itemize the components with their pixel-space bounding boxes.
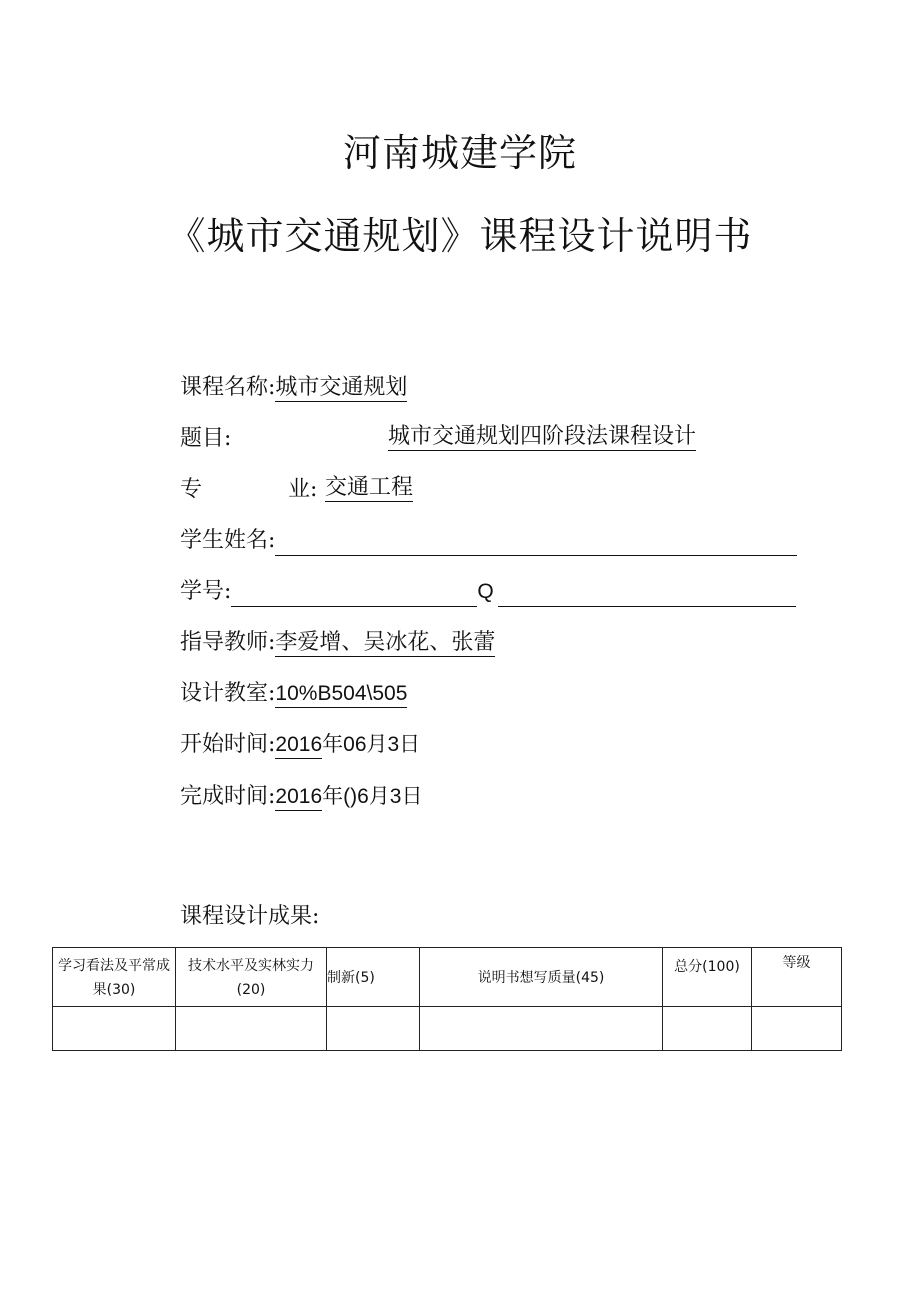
grading-table <box>52 947 842 1051</box>
grading-col-skill: 技术水平及实林实力(20) <box>176 948 327 1007</box>
student-id-blank <box>231 584 477 607</box>
major-label-start: 专 <box>180 477 203 502</box>
grading-col-innovation: 制新(5) <box>327 948 420 1007</box>
start-date-rest: 年06月3日 <box>322 733 421 756</box>
topic-row <box>180 424 697 454</box>
topic-label: 题目: <box>180 426 232 451</box>
grading-col-report-quality: 说明书想写质量(45) <box>420 948 663 1007</box>
room-label: 设计教室: <box>180 681 276 706</box>
grading-col-grade: 等级 <box>752 948 842 1007</box>
student-id-mid: Q <box>477 580 494 603</box>
end-year: 2016 <box>275 784 322 811</box>
class-blank <box>498 584 796 607</box>
results-heading: 课程设计成果: <box>180 904 320 929</box>
major-label-end: 业: <box>288 477 318 502</box>
student-id-label: 学号: <box>180 579 232 604</box>
score-cell-innovation[interactable] <box>327 1007 420 1051</box>
start-time-label: 开始时间: <box>180 732 276 757</box>
end-time-row <box>180 782 423 812</box>
score-cell-total[interactable] <box>663 1007 752 1051</box>
major-row <box>180 475 414 505</box>
score-cell-attitude[interactable] <box>53 1007 176 1051</box>
grading-col-total: 总分(100) <box>663 948 752 1007</box>
score-cell-skill[interactable] <box>176 1007 327 1051</box>
advisor-row <box>180 628 495 658</box>
start-year: 2016 <box>275 732 322 759</box>
document-title: 《城市交通规划》课程设计说明书 <box>167 214 753 258</box>
room-row <box>180 679 407 709</box>
end-time-label: 完成时间: <box>180 784 276 809</box>
major-value: 交通工程 <box>325 475 414 500</box>
start-time-row <box>180 730 420 760</box>
score-cell-report-quality[interactable] <box>420 1007 663 1051</box>
course-name-value: 城市交通规划 <box>275 375 408 400</box>
student-id-row <box>180 577 796 607</box>
room-value: 10%B504\505 <box>275 681 407 708</box>
grading-score-row <box>53 1007 842 1051</box>
student-name-row <box>180 526 797 556</box>
topic-value: 城市交通规划四阶段法课程设计 <box>388 424 697 449</box>
student-name-label: 学生姓名: <box>180 528 276 553</box>
school-name: 河南城建学院 <box>342 131 577 175</box>
grading-header-row <box>53 948 842 1007</box>
advisor-label: 指导教师: <box>180 630 276 655</box>
score-cell-grade[interactable] <box>752 1007 842 1051</box>
student-name-blank <box>275 533 797 556</box>
course-name-label: 课程名称: <box>180 375 276 400</box>
course-name-row <box>180 373 407 403</box>
advisor-value: 李爱增、吴冰花、张蕾 <box>275 630 496 655</box>
grading-col-attitude: 学习看法及平常成果(30) <box>53 948 176 1007</box>
end-date-rest: 年()6月3日 <box>322 785 423 808</box>
